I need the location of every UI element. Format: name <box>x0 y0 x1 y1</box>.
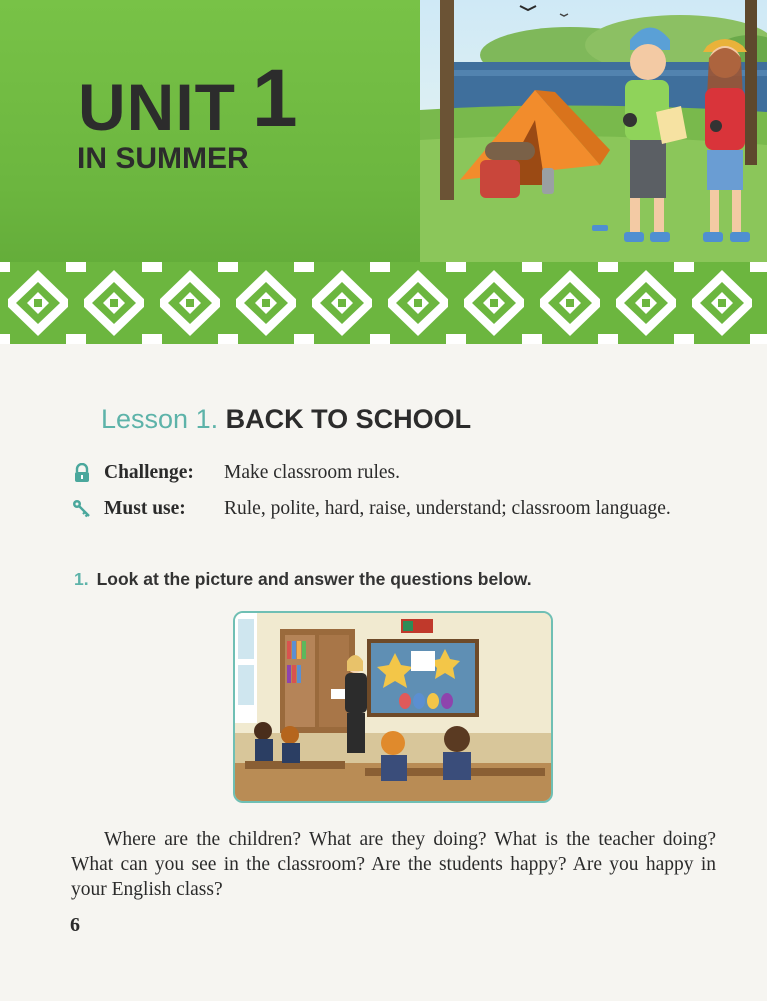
page-number: 6 <box>70 914 80 936</box>
unit-word: UNIT <box>78 70 236 144</box>
unit-banner <box>0 0 767 265</box>
unit-title <box>78 53 299 144</box>
lesson-label: Lesson 1. <box>101 404 219 434</box>
discussion-questions: Where are the children? What are they doing? What is the teacher doing? What can you see in the classroom? Are the students happy? Are you happy in your English class? <box>71 829 716 900</box>
summer-camping-illustration <box>420 0 767 265</box>
challenge-value: Make classroom rules. <box>224 462 400 483</box>
must-use-key: Must use: <box>104 498 186 519</box>
unit-subtitle: IN SUMMER <box>77 142 249 175</box>
lesson-title <box>101 404 471 435</box>
key-icon <box>72 499 92 519</box>
folk-ornament-band <box>0 262 767 344</box>
lock-icon <box>72 463 92 483</box>
must-use-value: Rule, polite, hard, raise, understand; classroom language. <box>224 498 671 519</box>
challenge-key: Challenge: <box>104 462 194 483</box>
task-1 <box>74 569 532 590</box>
task-number: 1. <box>74 569 89 589</box>
task-text: Look at the picture and answer the questions below. <box>96 569 532 589</box>
classroom-picture <box>233 611 553 803</box>
lesson-name: BACK TO SCHOOL <box>225 404 472 434</box>
unit-number: 1 <box>251 53 299 144</box>
